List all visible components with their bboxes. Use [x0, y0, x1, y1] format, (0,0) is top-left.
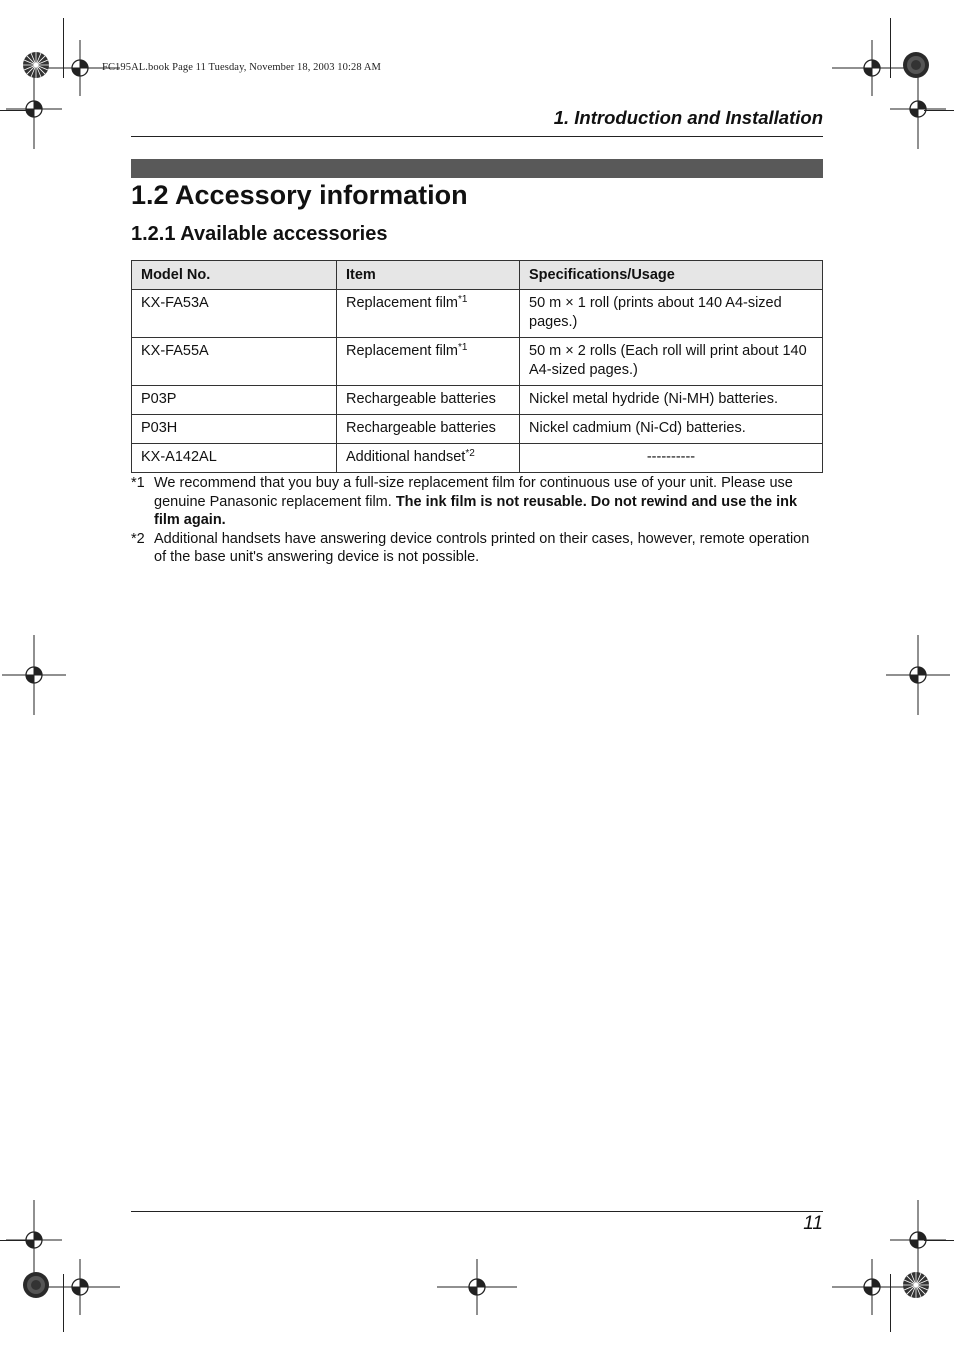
header-rule: [131, 136, 823, 137]
page-number: 11: [803, 1213, 823, 1234]
footer-rule: [131, 1211, 823, 1212]
item-cell: [337, 415, 520, 444]
item-cell: [337, 338, 520, 386]
model-cell: P03P: [132, 386, 337, 415]
column-header: Specifications/Usage: [520, 261, 823, 290]
item-text: Replacement film: [346, 343, 459, 359]
footnote-ref: *1: [458, 342, 468, 353]
item-cell: [337, 290, 520, 338]
footnote-ref: *1: [458, 294, 468, 305]
table-row: [132, 415, 823, 444]
registration-mark-icon: [437, 1247, 517, 1327]
model-cell: KX-FA55A: [132, 338, 337, 386]
spec-cell: Nickel cadmium (Ni-Cd) batteries.: [520, 415, 823, 444]
registration-mark-icon: [40, 1247, 120, 1327]
item-text: Rechargeable batteries: [346, 420, 496, 436]
starburst-mark-icon: [902, 51, 930, 79]
item-text: Additional handset: [346, 449, 466, 465]
footnote-mark: *1: [131, 475, 145, 491]
model-cell: KX-A142AL: [132, 444, 337, 473]
footnote-text: [154, 474, 823, 530]
starburst-mark-icon: [22, 51, 50, 79]
starburst-mark-icon: [22, 1271, 50, 1299]
footnote: [131, 530, 823, 567]
running-header: 1. Introduction and Installation: [553, 107, 823, 128]
spec-cell: 50 m × 1 roll (prints about 140 A4-sized pages.): [520, 290, 823, 338]
item-cell: [337, 444, 520, 473]
registration-mark-icon: [0, 635, 74, 715]
spec-cell: ----------: [520, 444, 823, 473]
column-header: Item: [337, 261, 520, 290]
item-cell: [337, 386, 520, 415]
subsection-title: 1.2.1 Available accessories: [131, 223, 388, 245]
footnote-text: [154, 530, 823, 567]
item-text: Rechargeable batteries: [346, 391, 496, 407]
model-cell: KX-FA53A: [132, 290, 337, 338]
spec-cell: 50 m × 2 rolls (Each roll will print about 140 A4-sized pages.): [520, 338, 823, 386]
footnote-bold-warning: The ink film is not reusable. Do not rewind and use the ink film again.: [154, 493, 798, 528]
footnote: [131, 474, 823, 530]
column-header: Model No.: [132, 261, 337, 290]
registration-mark-icon: [0, 69, 74, 149]
footnote-mark: *2: [131, 530, 145, 547]
print-info-slug: FC195AL.book Page 11 Tuesday, November 18, 2003 10:28 AM: [102, 62, 381, 73]
table-row: [132, 338, 823, 386]
starburst-mark-icon: [902, 1271, 930, 1299]
registration-mark-icon: [878, 635, 954, 715]
footnote-body: Additional handsets have answering device controls printed on their cases, however, remote operation of the base unit's answering device is not possible.: [154, 530, 810, 565]
section-bar: [131, 159, 823, 178]
model-cell: P03H: [132, 415, 337, 444]
table-header-row: [132, 261, 823, 290]
section-title: 1.2 Accessory information: [131, 180, 468, 210]
footnote-ref: *2: [465, 448, 475, 459]
table-row: [132, 386, 823, 415]
registration-mark-icon: [878, 69, 954, 149]
table-row: [132, 444, 823, 473]
footnote-body: We recommend that you buy a full-size replacement film for continuous use of your unit. Please use genuine Panasonic replacement film.: [154, 475, 793, 510]
spec-cell: Nickel metal hydride (Ni-MH) batteries.: [520, 386, 823, 415]
registration-mark-icon: [832, 1247, 912, 1327]
footnotes: [131, 474, 823, 567]
accessories-table: [131, 260, 823, 473]
table-row: [132, 290, 823, 338]
item-text: Replacement film: [346, 295, 459, 311]
